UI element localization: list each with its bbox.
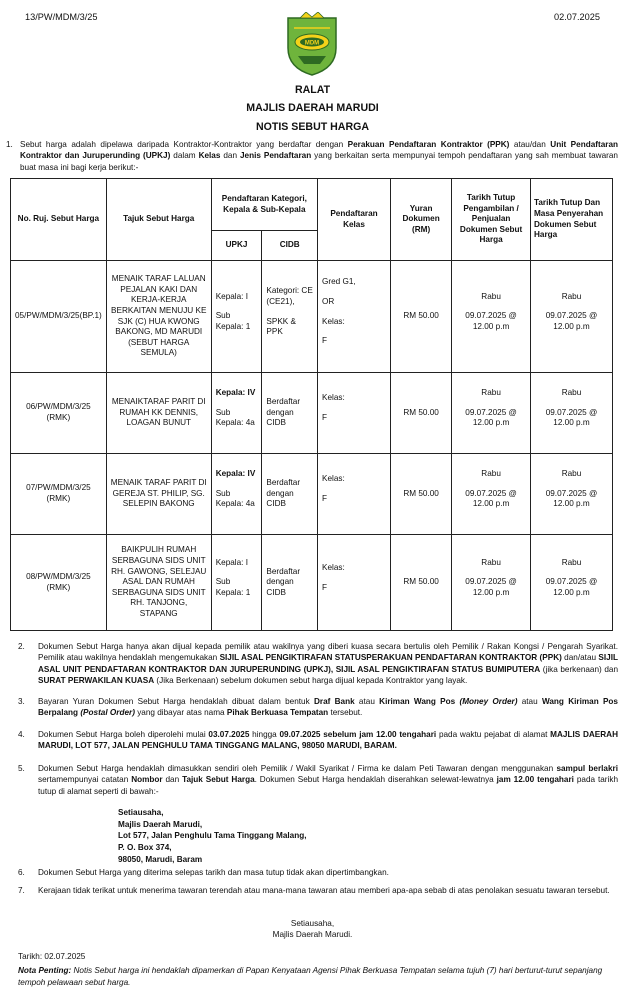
class-label: Kelas:: [322, 474, 345, 484]
closing-day: Rabu: [561, 469, 582, 479]
text: Sebut harga adalah dipelawa daripada Kontraktor-Kontraktor yang berdaftar dengan: [20, 140, 348, 149]
paragraph-3: [18, 696, 618, 719]
upkj-head: Kepala: IV: [215, 388, 256, 398]
row-title: MENAIK TARAF PARIT DI GEREJA ST. PHILIP, SG. SELEPIN BAKONG: [106, 454, 211, 535]
bold-text: SIJIL ASAL PENGIKTIRAFAN STATUSPERAKUAN PENDAFTARAN KONTRAKTOR (PPK): [219, 653, 562, 663]
text: Kerajaan tidak terikat untuk menerima tawaran terendah atau mana-mana tawaran atau memberi apa-apa sebab di atas penolakan sesuatu tawaran tersebut.: [38, 886, 610, 895]
closing-day: Rabu: [481, 557, 501, 567]
header-reference: No. Ruj. Sebut Harga: [11, 179, 107, 261]
signature-line: Setiausaha,: [290, 919, 335, 928]
note-text: Notis Sebut harga ini hendaklah dipamerkan di Papan Kenyataan Agensi Pihak Berkuasa Tempatan selama tujuh (7) hari berturut-turut sepanjang tempoh pelawaan sebut harga.: [18, 966, 603, 987]
paragraph-number: 7.: [18, 886, 25, 895]
text: atau: [517, 697, 542, 706]
bold-text: Wang Kiriman Pos Berpalang: [38, 697, 618, 718]
text: Dokumen Sebut Harga hanya akan dijual kepada pemilik atau wakilnya yang diberi kuasa secara bertulis oleh Pemilik / Rakan Kongsi / Pengarah Syarikat. Pemilik atau wakilnya hendaklah mengemukakan: [38, 642, 618, 663]
row-fee: RM 50.00: [391, 261, 452, 373]
table-row: [11, 535, 613, 631]
text: yang dibayar atas nama: [134, 708, 227, 718]
italic-text: (Money Order): [455, 697, 518, 706]
closing-day: Rabu: [561, 557, 582, 567]
cidb-category: Kategori: CE (CE21),: [266, 286, 313, 306]
bold-text: Perakuan Pendaftaran Kontraktor (PPK): [347, 140, 510, 149]
class-value: F: [322, 413, 328, 422]
address-line: Majlis Daerah Marudi,: [118, 819, 203, 829]
closing-date: 09.07.2025 @ 12.00 p.m: [545, 577, 598, 597]
notice-subtitle: NOTIS SEBUT HARGA: [255, 121, 369, 133]
closing-date: 09.07.2025 @ 12.00 p.m: [465, 311, 517, 331]
row-submission-closing: [530, 373, 612, 454]
paragraph-number: 6.: [18, 868, 25, 877]
row-reference: 07/PW/MDM/3/25 (RMK): [11, 454, 107, 535]
text: Dokumen Sebut Harga hendaklah dimasukkan sendiri oleh Pemilik / Wakil Syarikat / Firma ke dalam Peti Tawaran dengan menggunakan: [38, 764, 557, 773]
text: atau: [354, 697, 380, 706]
table-row: [11, 261, 613, 373]
bold-text: 09.07.2025 sebelum jam 12.00 tengahari: [279, 730, 437, 739]
svg-text:MDM: MDM: [304, 40, 320, 47]
row-sale-closing: [452, 261, 531, 373]
document-title: RALAT: [294, 84, 331, 96]
upkj-head: Kepala: IV: [215, 469, 256, 479]
address-line: Setiausaha,: [118, 808, 164, 817]
row-title: MENAIK TARAF LALUAN PEJALAN KAKI DAN KERJA-KERJA BERKAITAN MENUJU KE SJK (C) HUA KWONG BAKONG, MD MARUDI (SEBUT HARGA SEMULA): [106, 261, 211, 373]
signature-line: Majlis Daerah Marudi.: [272, 930, 353, 940]
header-upkj: UPKJ: [211, 231, 262, 261]
text: tersebut.: [328, 708, 363, 718]
class-or: OR: [322, 296, 335, 306]
address-line: P. O. Box 374,: [118, 842, 172, 852]
bold-text: Kelas: [198, 151, 221, 161]
row-cidb: Berdaftar dengan CIDB: [262, 454, 318, 535]
text: pada waktu pejabat di alamat: [436, 730, 551, 739]
text: Bayaran Yuran Dokumen Sebut Harga hendaklah dibuat dalam bentuk: [38, 697, 314, 706]
row-reference: 08/PW/MDM/3/25 (RMK): [11, 535, 107, 631]
paragraph-7: [18, 885, 618, 896]
header-category: Pendaftaran Kategori, Kepala & Sub-Kepala: [211, 179, 317, 231]
closing-day: Rabu: [561, 388, 582, 398]
paragraph-6: [18, 867, 618, 878]
closing-day: Rabu: [561, 291, 582, 301]
note-label: Nota Penting:: [18, 966, 72, 975]
row-sale-closing: [452, 454, 531, 535]
paragraph-number: 3.: [18, 697, 25, 706]
header-fee: Yuran Dokumen (RM): [391, 179, 452, 261]
bold-text: Tajuk Sebut Harga: [182, 775, 255, 785]
row-upkj: [211, 261, 262, 373]
text: dan: [162, 775, 183, 785]
closing-day: Rabu: [481, 388, 501, 398]
council-crest-logo: [284, 12, 340, 76]
tender-table: [10, 178, 613, 631]
upkj-sub: Sub Kepala: 1: [215, 577, 251, 597]
row-upkj: [211, 373, 262, 454]
paragraph-number: 4.: [18, 730, 25, 739]
row-title: BAIKPULIH RUMAH SERBAGUNA SIDS UNIT RH. GAWONG, SELEJAU ASAL DAN RUMAH SERBAGUNA SIDS UNIT RH. TANJONG, STAPANG: [106, 535, 211, 631]
table-row: [11, 454, 613, 535]
closing-date: 09.07.2025 @ 12.00 p.m: [465, 488, 517, 509]
paragraph-5: [18, 763, 618, 797]
row-class: [318, 454, 391, 535]
paragraph-number: 1.: [6, 140, 13, 149]
text: atau/dan: [509, 140, 551, 149]
bold-text: 03.07.2025: [208, 730, 250, 739]
class-value: F: [322, 336, 328, 346]
bold-text: Pihak Berkuasa Tempatan: [226, 708, 329, 718]
paragraph-1: [6, 139, 618, 173]
crest-emblem: [284, 12, 340, 76]
row-title: MENAIKTARAF PARIT DI RUMAH KK DENNIS, LOAGAN BUNUT: [106, 373, 211, 454]
bold-text: Kiriman Wang Pos: [379, 697, 456, 706]
text: dan/atau: [561, 653, 599, 663]
bold-text: Jenis Pendaftaran: [240, 151, 312, 161]
row-cidb: Berdaftar dengan CIDB: [262, 373, 318, 454]
bold-text: Unit Pendaftaran Kontraktor dan Juruperunding (UPKJ): [20, 140, 619, 161]
italic-text: (Postal Order): [78, 708, 135, 718]
closing-date: 09.07.2025 @ 12.00 p.m: [465, 407, 517, 428]
text: pada tarikh tutup di alamat seperti di bawah:-: [38, 775, 618, 796]
closing-day: Rabu: [481, 291, 501, 301]
text: . Dokumen Sebut Harga hendaklah diserahkan selewat-lewatnya: [254, 775, 497, 785]
text: dan: [220, 151, 240, 161]
closing-day: Rabu: [481, 469, 501, 479]
footer-date: Tarikh: 02.07.2025: [18, 952, 86, 961]
upkj-sub: Sub Kepala: 4a: [215, 488, 255, 509]
bold-text: sampul berlakri: [556, 764, 618, 773]
row-class: [318, 535, 391, 631]
row-reference: 06/PW/MDM/3/25 (RMK): [11, 373, 107, 454]
paragraph-2: [18, 641, 618, 687]
row-reference: 05/PW/MDM/3/25(BP.1): [11, 261, 107, 373]
closing-date: 09.07.2025 @ 12.00 p.m: [545, 488, 598, 509]
closing-date: 09.07.2025 @ 12.00 p.m: [545, 407, 598, 428]
bold-text: MAJLIS DAERAH MARUDI, LOT 577, JALAN PENGHULU TAMA TINGGANG MALANG, 98050 MARUDI, BARAM.: [38, 730, 618, 751]
address-line: Lot 577, Jalan Penghulu Tama Tinggang Malang,: [118, 831, 307, 841]
header-class: Pendaftaran Kelas: [318, 179, 391, 261]
closing-date: 09.07.2025 @ 12.00 p.m: [465, 577, 517, 597]
row-upkj: [211, 454, 262, 535]
text: (Jika Berkenaan) sebelum dokumen sebut harga dijual kepada Kontraktor yang layak.: [154, 676, 468, 686]
class-label: Kelas:: [322, 562, 345, 572]
bold-text: SIJIL ASAL UNIT PENDAFTARAN KONTRAKTOR DAN JURUPERUNDING (UPKJ), SIJIL ASAL PENGIKTIRAFAN STATUS BUMIPUTERA: [38, 653, 618, 674]
address-line: 98050, Marudi, Baram: [118, 854, 203, 864]
header-cidb: CIDB: [262, 231, 318, 261]
table-row: [11, 373, 613, 454]
row-sale-closing: [452, 535, 531, 631]
text: dalam: [170, 151, 199, 161]
row-fee: RM 50.00: [391, 373, 452, 454]
row-submission-closing: [530, 535, 612, 631]
row-cidb: [262, 261, 318, 373]
header-submission-closing: Tarikh Tutup Dan Masa Penyerahan Dokumen Sebut Harga: [530, 179, 612, 261]
row-submission-closing: [530, 261, 612, 373]
closing-date: 09.07.2025 @ 12.00 p.m: [545, 311, 598, 331]
class-label: Kelas:: [322, 316, 345, 326]
upkj-head: Kepala: I: [215, 291, 249, 301]
footer-note: [18, 965, 618, 989]
bold-text: Nombor: [131, 775, 163, 785]
submission-address: [118, 807, 307, 865]
class-value: F: [322, 582, 328, 592]
row-upkj: [211, 535, 262, 631]
text: Dokumen Sebut Harga boleh diperolehi mulai: [38, 730, 209, 739]
row-class: [318, 261, 391, 373]
text: sertamempunyai catatan: [38, 775, 132, 785]
row-class: [318, 373, 391, 454]
organisation-name: MAJLIS DAERAH MARUDI: [246, 102, 379, 114]
bold-text: SURAT PERWAKILAN KUASA: [38, 676, 155, 686]
row-fee: RM 50.00: [391, 454, 452, 535]
paragraph-4: [18, 729, 618, 752]
cidb-extra: SPKK & PPK: [266, 316, 296, 337]
text: Dokumen Sebut Harga yang diterima selepas tarikh dan masa tutup tidak akan dipertimbangkan.: [38, 868, 389, 877]
row-cidb: Berdaftar dengan CIDB: [262, 535, 318, 631]
header-title: Tajuk Sebut Harga: [106, 179, 211, 261]
row-sale-closing: [452, 373, 531, 454]
class-label: Kelas:: [322, 393, 345, 403]
upkj-sub: Sub Kepala: 1: [215, 311, 251, 331]
row-submission-closing: [530, 454, 612, 535]
paragraph-number: 5.: [18, 764, 25, 773]
paragraph-number: 2.: [18, 642, 25, 651]
class-grade: Gred G1,: [322, 277, 356, 287]
text: yang berkaitan serta mempunyai tempoh pendaftaran yang sah membuat tawaran buat masa ini bagi kerja berikut:-: [20, 151, 618, 172]
signature-block: [0, 918, 625, 941]
header-sale-closing: Tarikh Tutup Pengambilan / Penjualan Dokumen Sebut Harga: [452, 179, 531, 261]
document-date: 02.07.2025: [554, 12, 600, 22]
row-fee: RM 50.00: [391, 535, 452, 631]
reference-number: 13/PW/MDM/3/25: [25, 12, 98, 22]
bold-text: Draf Bank: [313, 697, 355, 706]
upkj-head: Kepala: I: [215, 557, 249, 567]
class-value: F: [322, 494, 328, 503]
text: hingga: [249, 730, 280, 739]
upkj-sub: Sub Kepala: 4a: [215, 407, 255, 428]
bold-text: jam 12.00 tengahari: [496, 775, 574, 785]
text: (jika berkenaan) dan: [540, 664, 618, 674]
